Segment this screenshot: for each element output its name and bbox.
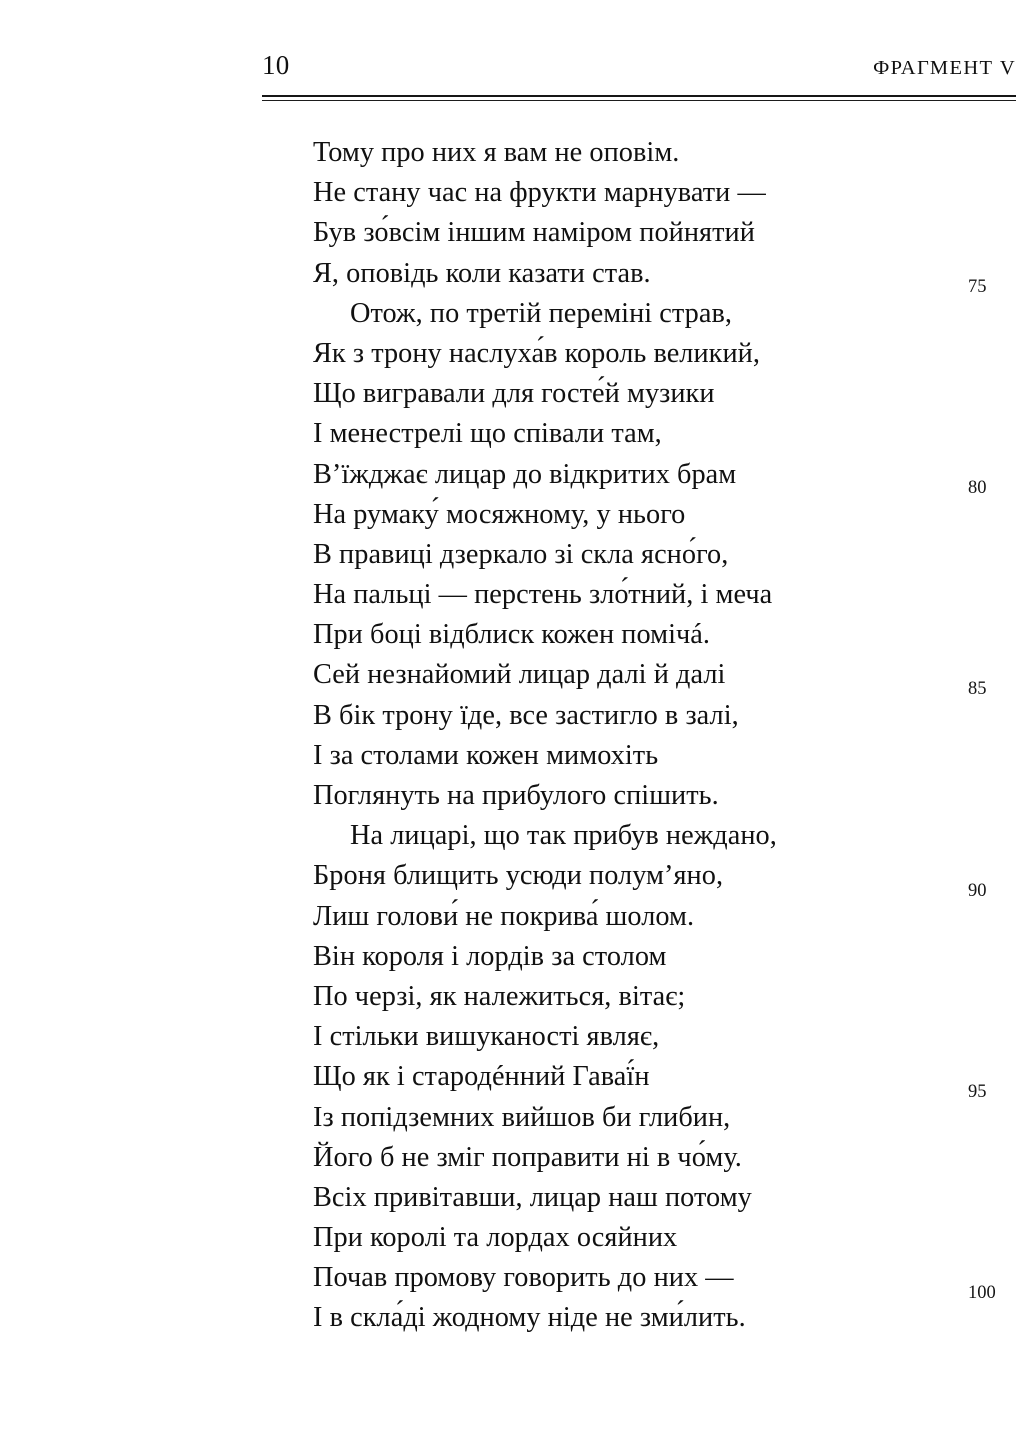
verse-line: В бік трону їде, все застигло в залі, [313, 699, 739, 731]
verse-line: Його б не зміг поправити ні в чо́му. [313, 1141, 742, 1173]
verse-line: Сей незнайомий лицар далі й далі [313, 659, 726, 691]
running-head-title: ФРАГМЕНТ V [873, 57, 1016, 79]
verse-line: Тому про них я вам не оповім. [313, 137, 680, 168]
verse-line: Із попідземних вийшов би глибин, [313, 1101, 731, 1133]
verse-line-number: 100 [968, 1283, 996, 1303]
verse-line: Що вигравали для госте́й музики [313, 378, 715, 410]
page-number: 10 [262, 50, 290, 80]
verse-line: На румаку́ мосяжному, у нього [313, 498, 686, 530]
verse-line: І менестрелі що співали там, [313, 418, 662, 450]
verse-line: Отож, по третій переміні страв, [350, 297, 733, 329]
verse-line: На лицарі, що так прибув нежданo, [350, 820, 777, 852]
verse-line: Був зо́всім іншим наміром пойнятий [313, 217, 755, 249]
poem-body [313, 133, 913, 1339]
verse-line: І стільки вишуканості являє, [313, 1021, 660, 1053]
header-double-rule [262, 95, 1016, 101]
verse-line: По черзі, як належиться, вітає; [313, 980, 686, 1012]
verse-line: При королі та лордах осяйних [313, 1222, 678, 1254]
verse-line: Що як і стародéнний Гаваї́н [313, 1061, 650, 1093]
verse-line: Не стану час на фрукти марнувати — [313, 177, 766, 209]
verse-line: Почав промову говорить до них — [313, 1262, 734, 1294]
verse-line: Лиш голови́ не покрива́ шолом. [313, 900, 695, 932]
verse-line-number: 75 [968, 277, 987, 297]
verse-line-number: 90 [968, 881, 987, 901]
rule-thin [262, 100, 1016, 101]
verse-line: Як з трону наслуха́в король великий, [313, 337, 760, 369]
running-head [262, 52, 1016, 86]
verse-line: В правиці дзеркало зі скла ясно́го, [313, 538, 729, 570]
verse-line: Я, оповідь коли казати став. [313, 257, 651, 289]
verse-line: В’їжджає лицар до відкритих брам [313, 458, 737, 490]
verse-line-number: 80 [968, 478, 987, 498]
verse-line: Поглянуть на прибулого спішить. [313, 780, 719, 811]
verse-line-number: 95 [968, 1082, 987, 1102]
verse-line-number: 85 [968, 679, 987, 699]
verse-line: Всіх привітавши, лицар наш потому [313, 1181, 752, 1213]
verse-line: І за столами кожен мимохіть [313, 739, 659, 771]
verse-line: І в скла́ді жодному ніде не зми́лить. [313, 1302, 746, 1334]
verse-line: На пальці — перстень зло́тний, і меча [313, 579, 773, 611]
verse-line: Він короля і лордів за столом [313, 940, 667, 972]
verse-line: При боці відблиск кожен помічá. [313, 619, 711, 651]
verse-line: Броня блищить усюди полум’яно, [313, 860, 724, 892]
